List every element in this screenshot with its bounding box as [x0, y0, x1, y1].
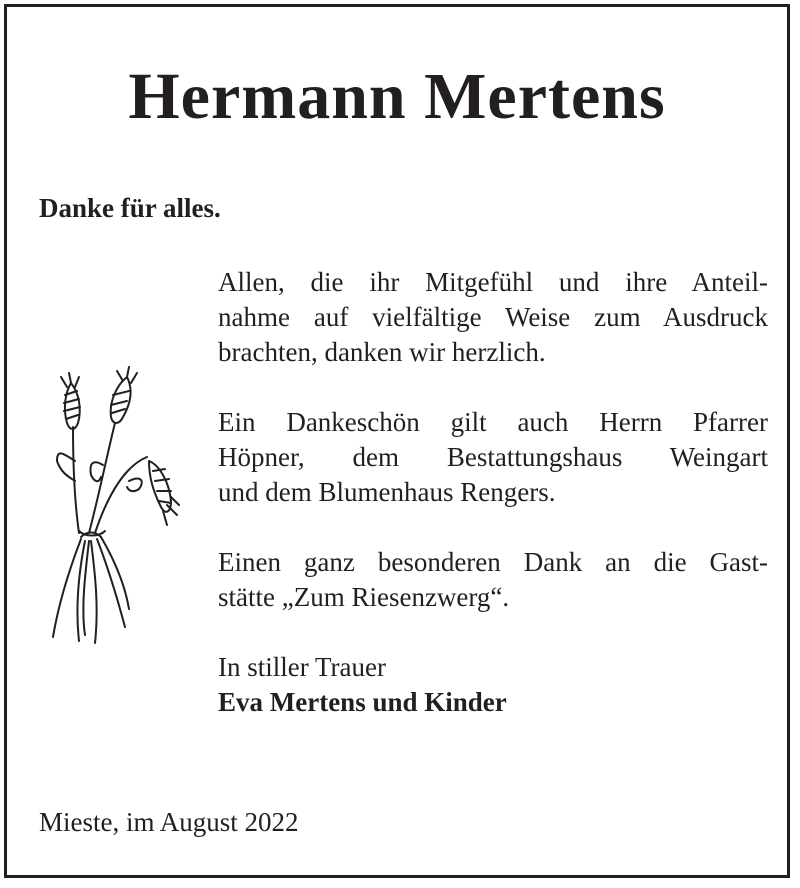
- notice-body: [218, 265, 768, 720]
- paragraph-2-line-2: Höpner, dem Bestattungshaus Weingart: [218, 442, 768, 472]
- place-date: Mieste, im August 2022: [39, 807, 299, 837]
- paragraph-3-line-1: Einen ganz besonderen Dank an die Gast-: [218, 547, 768, 577]
- thanks-heading: Danke für alles.: [39, 193, 221, 223]
- paragraph-1-line-1: Allen, die ihr Mitgefühl und ihre Anteil-: [218, 267, 768, 297]
- wheat-ear-right-icon: [95, 457, 179, 533]
- wheat-bundle-icon: [45, 365, 195, 650]
- wheat-ear-middle-icon: [89, 367, 137, 533]
- paragraph-2-line-3: und dem Blumenhaus Rengers.: [218, 477, 556, 507]
- obituary-notice: [4, 4, 790, 878]
- signature-intro: In stiller Trauer: [218, 652, 386, 682]
- paragraph-1-line-2: nahme auf vielfältige Weise zum Ausdruck: [218, 302, 768, 332]
- paragraph-1-line-3: brachten, danken wir herzlich.: [218, 337, 546, 367]
- wheat-ear-left-icon: [57, 373, 80, 533]
- deceased-name: Hermann Mertens: [128, 60, 666, 133]
- paragraph-2-line-1: Ein Dankeschön gilt auch Herrn Pfarrer: [218, 407, 768, 437]
- paragraph-3-line-2: stätte „Zum Riesenzwerg“.: [218, 582, 510, 612]
- signature-names: Eva Mertens und Kinder: [218, 687, 507, 717]
